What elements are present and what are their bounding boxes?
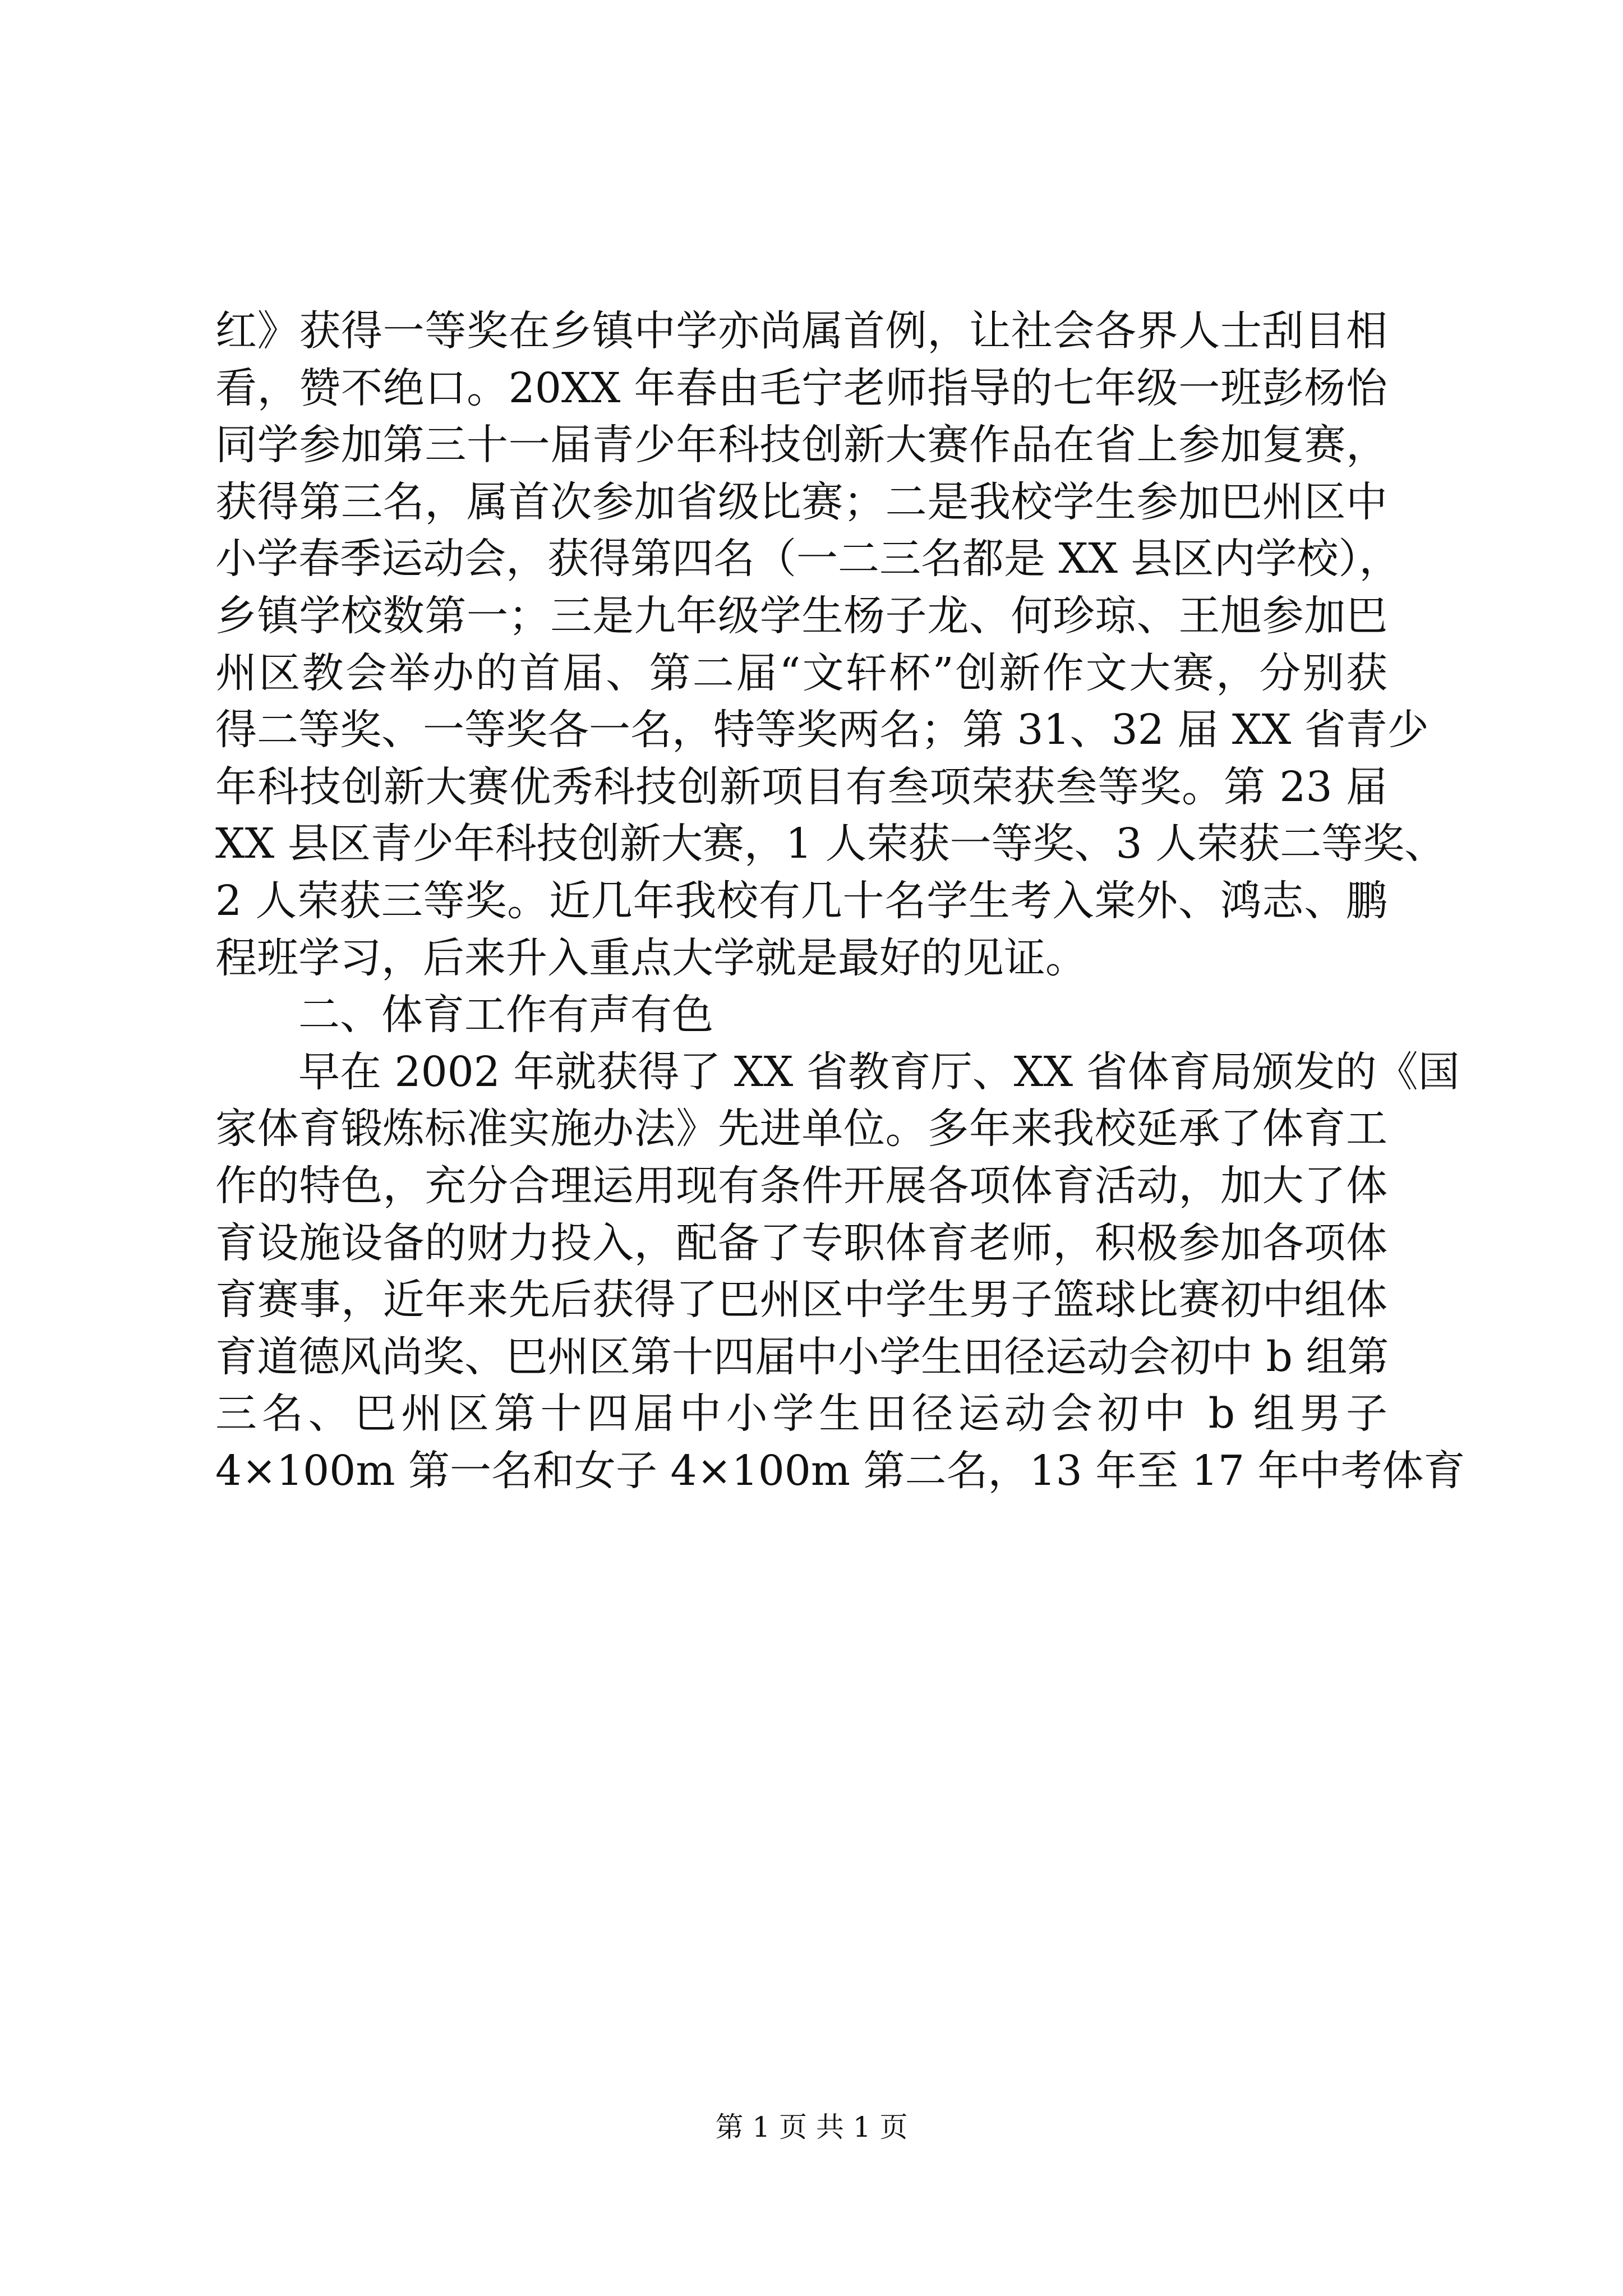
body-line: 2 人荣获三等奖。近几年我校有几十名学生考入棠外、鸿志、鹏 — [215, 876, 1387, 925]
document-body — [215, 303, 1465, 1499]
body-line: 同学参加第三十一届青少年科技创新大赛作品在省上参加复赛， — [215, 421, 1387, 470]
body-line: 看，赞不绝口。20XX 年春由毛宁老师指导的七年级一班彭杨怡 — [215, 364, 1387, 412]
body-line: 年科技创新大赛优秀科技创新项目有叁项荣获叁等奖。第 23 届 — [215, 762, 1387, 811]
body-line: 4×100m 第一名和女子 4×100m 第二名，13 年至 17 年中考体育 — [215, 1446, 1465, 1495]
body-line: 育设施设备的财力投入，配备了专职体育老师，积极参加各项体 — [215, 1218, 1387, 1267]
body-line: 程班学习，后来升入重点大学就是最好的见证。 — [215, 933, 1087, 982]
body-line: 育道德风尚奖、巴州区第十四届中小学生田径运动会初中 b 组第 — [215, 1332, 1389, 1381]
body-line: 红》获得一等奖在乡镇中学亦尚属首例，让社会各界人士刮目相 — [215, 307, 1387, 355]
body-line: 三名、巴州区第十四届中小学生田径运动会初中 b 组男子 — [215, 1389, 1387, 1438]
body-line: 早在 2002 年就获得了 XX 省教育厅、XX 省体育局颁发的《国 — [298, 1047, 1460, 1096]
body-line: 家体育锻炼标准实施办法》先进单位。多年来我校延承了体育工 — [215, 1105, 1387, 1153]
body-line: 作的特色，充分合理运用现有条件开展各项体育活动，加大了体 — [215, 1161, 1387, 1210]
page-footer — [0, 2105, 1623, 2145]
body-line: 得二等奖、一等奖各一名，特等奖两名；第 31、32 届 XX 省青少 — [215, 706, 1429, 754]
body-line: 小学春季运动会，获得第四名（一二三名都是 XX 县区内学校）， — [215, 535, 1401, 583]
body-line: 乡镇学校数第一；三是九年级学生杨子龙、何珍琼、王旭参加巴 — [215, 591, 1387, 640]
body-line: 育赛事，近年来先后获得了巴州区中学生男子篮球比赛初中组体 — [215, 1276, 1387, 1324]
body-line: 获得第三名，属首次参加省级比赛；二是我校学生参加巴州区中 — [215, 477, 1387, 526]
section-heading: 二、体育工作有声有色 — [298, 991, 713, 1039]
body-line: XX 县区青少年科技创新大赛，1 人荣获一等奖、3 人荣获二等奖、 — [215, 820, 1446, 868]
page-number-label: 第 1 页 共 1 页 — [715, 2111, 908, 2143]
body-line: 州区教会举办的首届、第二届“文轩杯”创新作文大赛，分别获 — [215, 648, 1387, 697]
